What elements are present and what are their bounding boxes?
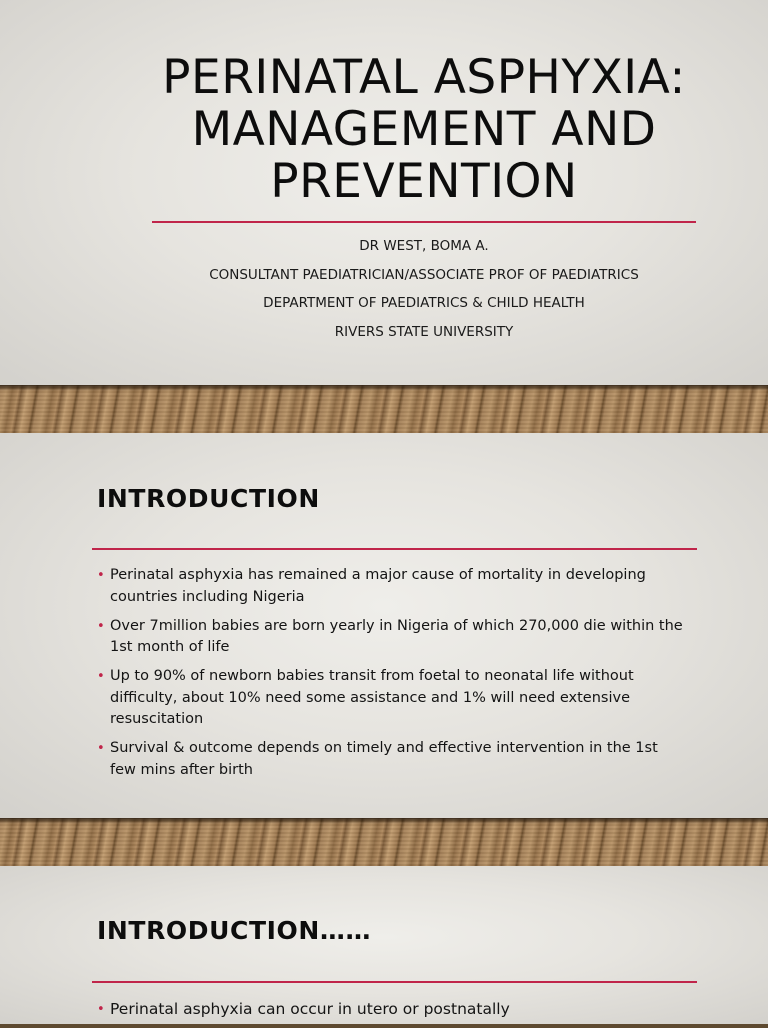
list-item — [97, 616, 687, 659]
bullet-text: Perinatal asphyxia has remained a major cause of mortality in developing countries including Nigeria — [110, 567, 646, 605]
bullet-text: Perinatal asphyxia can occur in utero or postnatally — [110, 1000, 510, 1018]
author-position: CONSULTANT PAEDIATRICIAN/ASSOCIATE PROF OF PAEDIATRICS — [209, 266, 639, 283]
bullet-list — [97, 565, 687, 789]
bullet-icon: • — [97, 568, 105, 583]
list-item — [97, 565, 687, 608]
list-item — [97, 999, 687, 1021]
slide-title: INTRODUCTION — [97, 484, 320, 513]
author-institution: RIVERS STATE UNIVERSITY — [334, 323, 514, 340]
wood-divider — [0, 818, 768, 866]
bullet-text: Survival & outcome depends on timely and effective intervention in the 1st few mins after birth — [110, 740, 658, 778]
author-details — [150, 232, 698, 346]
bullet-text: Over 7million babies are born yearly in Nigeria of which 270,000 die within the 1st month of life — [110, 617, 683, 655]
bullet-icon: • — [97, 618, 105, 634]
title-divider-line — [92, 981, 697, 983]
wood-divider — [0, 385, 768, 433]
title-divider-line — [92, 548, 697, 550]
presentation-title: PERINATAL ASPHYXIA: MANAGEMENT AND PREVENTION — [162, 50, 686, 209]
bullet-text: Up to 90% of newborn babies transit from foetal to neonatal life without difficulty, about 10% need some assistance and 1% will need extensive resuscitation — [110, 668, 634, 727]
slide-title: INTRODUCTION…… — [97, 916, 372, 945]
author-name: DR WEST, BOMA A. — [359, 238, 489, 254]
bullet-icon: • — [97, 741, 105, 756]
title-divider-line — [152, 221, 696, 223]
bullet-icon: • — [97, 1002, 105, 1017]
bullet-icon: • — [97, 669, 105, 684]
author-department: DEPARTMENT OF PAEDIATRICS & CHILD HEALTH — [263, 295, 585, 312]
list-item — [97, 738, 687, 781]
list-item — [97, 666, 687, 731]
